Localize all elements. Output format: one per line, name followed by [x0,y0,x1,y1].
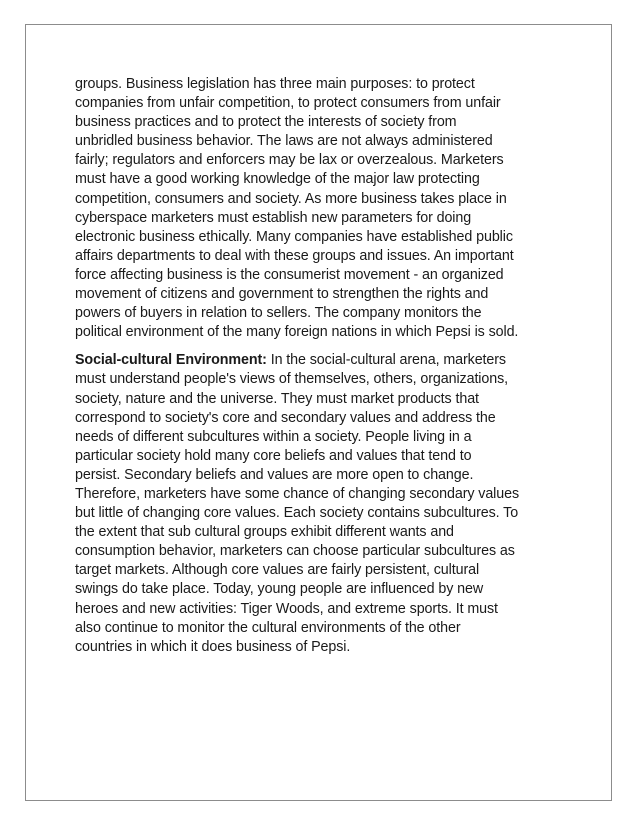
section-heading-social-cultural: Social-cultural Environment: [75,352,267,369]
paragraph-social-cultural-environment [75,351,575,657]
paragraph-social-cultural-body: In the social-cultural arena, marketers must understand people's views of themselves, others, organizations, society, nature and the universe. They must market products that correspond to society's core and secondary values and address the needs of different subcultures within a society. People living in a particular society hold many core beliefs and values that tend to persist. Secondary beliefs and values are more open to change. Therefore, marketers have some chance of changing secondary values but little of changing core values. Each society contains subcultures. To the extent that sub cultural groups exhibit different wants and consumption behavior, marketers can choose particular subcultures as target markets. Although core values are fairly persistent, cultural swings do take place. Today, young people are influenced by new heroes and new activities: Tiger Woods, and extreme sports. It must also continue to monitor the cultural environments of the other countries in which it does business of Pepsi. [75,352,519,655]
document-body [75,75,575,657]
paragraph-political-environment: groups. Business legislation has three main purposes: to protect companies from unfair competition, to protect consumers from unfair business practices and to protect the interests of society from unbridled business behavior. The laws are not always administered fairly; regulators and enforcers may be lax or overzealous. Marketers must have a good working knowledge of the major law protecting competition, consumers and society. As more business takes place in cyberspace marketers must establish new parameters for doing electronic business ethically. Many companies have established public affairs departments to deal with these groups and issues. An important force affecting business is the consumerist movement - an organized movement of citizens and government to strengthen the rights and powers of buyers in relation to sellers. The company monitors the political environment of the many foreign nations in which Pepsi is sold. [75,76,519,341]
